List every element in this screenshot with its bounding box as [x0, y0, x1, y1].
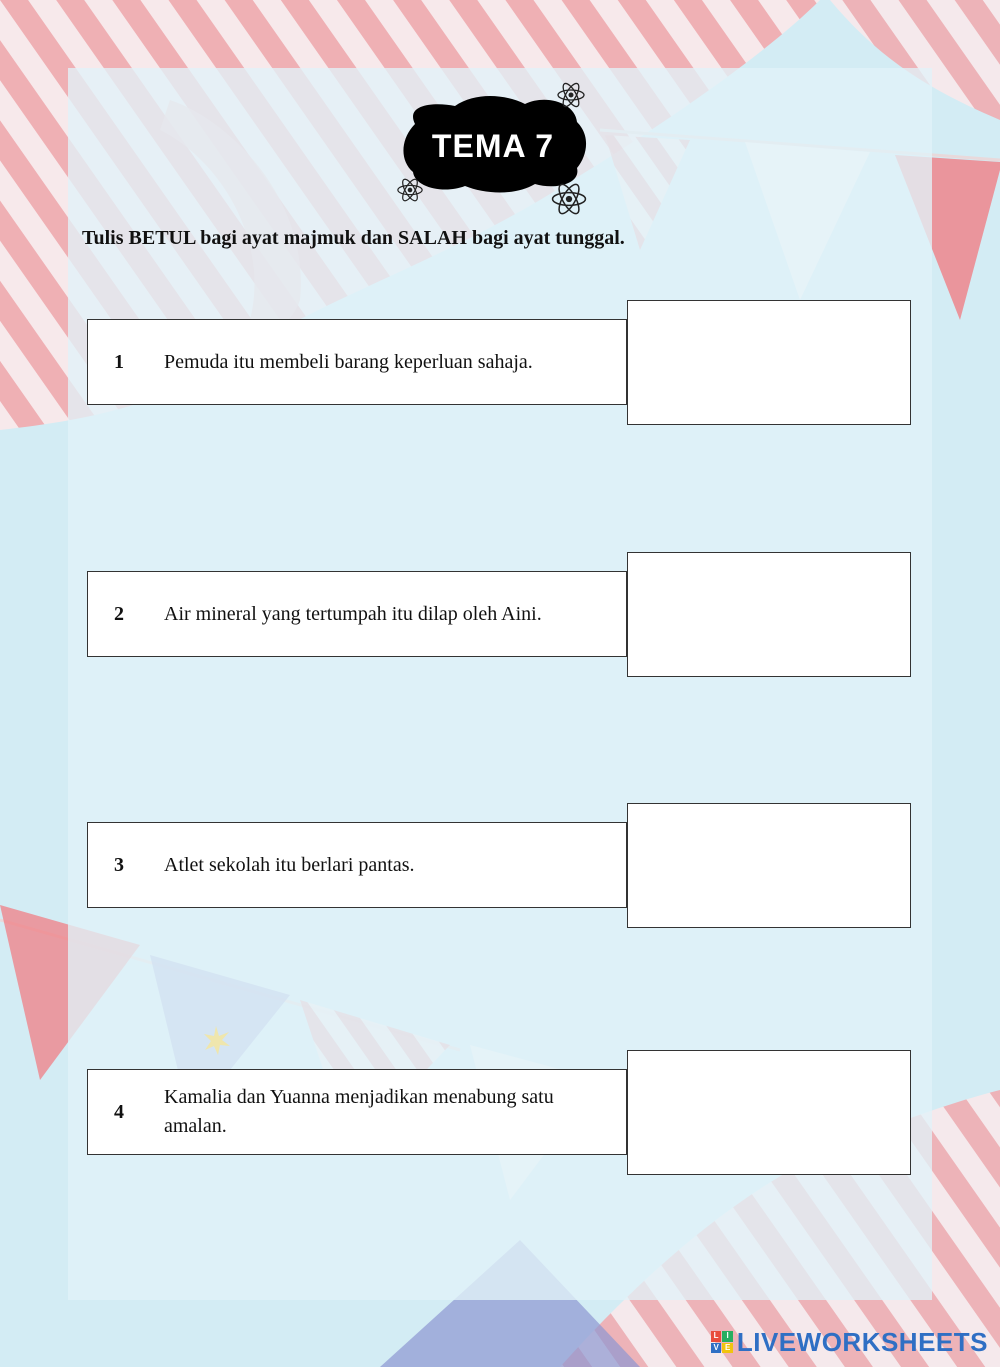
question-number: 2: [114, 602, 124, 625]
question-number: 4: [114, 1100, 124, 1123]
question-text: Atlet sekolah itu berlari pantas.: [164, 853, 415, 876]
question-text: Pemuda itu membeli barang keperluan sahaja.: [164, 350, 533, 373]
liveworksheets-brand: [711, 1327, 988, 1357]
question-number: 1: [114, 350, 124, 373]
question-box: [87, 319, 627, 405]
question-text: Kamalia dan Yuanna menjadikan menabung satu amalan.: [164, 1086, 554, 1137]
logo-letter: E: [722, 1343, 733, 1354]
instruction-text: Tulis BETUL bagi ayat majmuk dan SALAH bagi ayat tunggal.: [82, 227, 625, 249]
logo-letter: V: [711, 1343, 722, 1354]
question-number: 3: [114, 853, 124, 876]
atom-icon: [556, 80, 586, 110]
answer-input-3[interactable]: [627, 803, 911, 928]
answer-input-2[interactable]: [627, 552, 911, 677]
logo-letter: L: [711, 1331, 722, 1342]
question-text: Air mineral yang tertumpah itu dilap oleh Aini.: [164, 602, 542, 625]
page-title: TEMA 7: [431, 127, 555, 164]
question-box: [87, 1069, 627, 1155]
crescent-star-icon: [168, 1012, 238, 1068]
answer-input-4[interactable]: [627, 1050, 911, 1175]
brand-logo-icon: [711, 1331, 733, 1353]
atom-icon: [550, 180, 588, 218]
brand-name: LIVEWORKSHEETS: [736, 1326, 988, 1357]
question-box: [87, 822, 627, 908]
question-box: [87, 571, 627, 657]
answer-input-1[interactable]: [627, 300, 911, 425]
atom-icon: [396, 176, 424, 204]
logo-letter: I: [722, 1331, 733, 1342]
